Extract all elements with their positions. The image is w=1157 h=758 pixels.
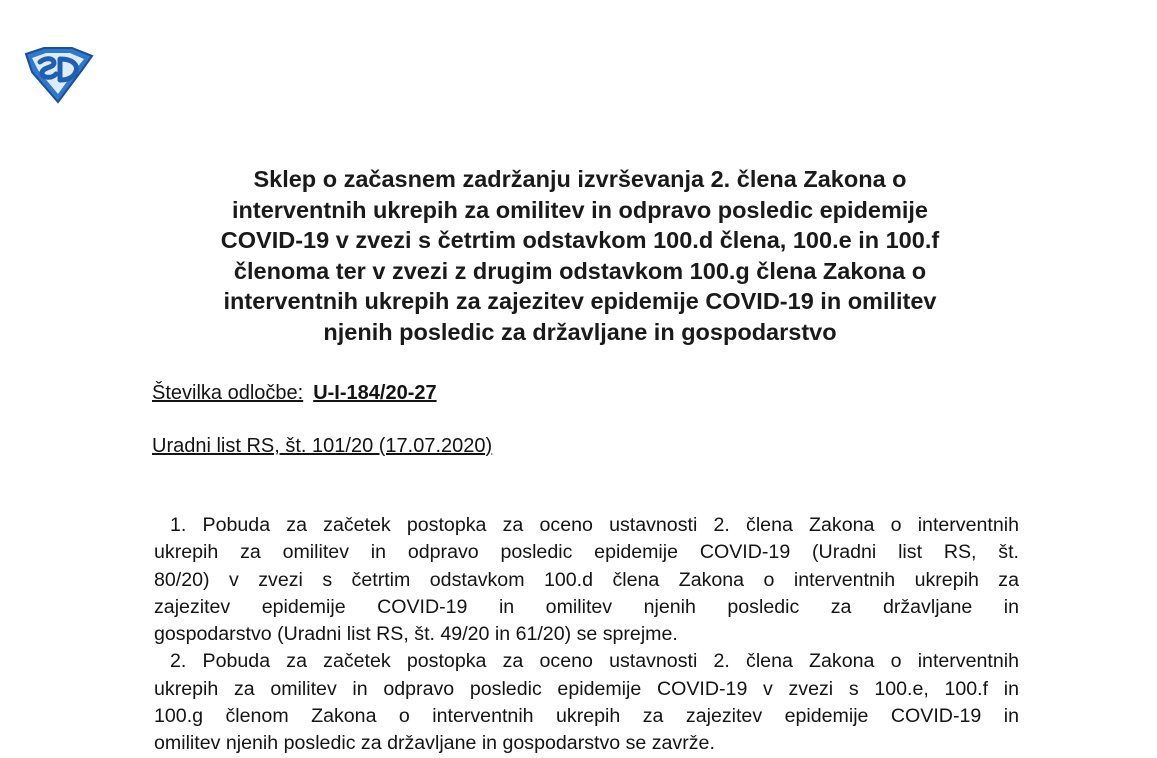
- decision-body: [138, 512, 1019, 758]
- paragraph-line: 1. Pobuda za začetek postopka za oceno ustavnosti 2. člena Zakona o interventnih: [170, 514, 1019, 536]
- paragraph-line: ukrepih za omilitev in odpravo posledic epidemije COVID-19 v zvezi s 100.e, 100.f in: [154, 677, 1019, 700]
- decision-number-label: Številka odločbe:: [152, 382, 304, 404]
- title-line: interventnih ukrepih za zajezitev epidemije COVID-19 in omilitev: [223, 288, 937, 314]
- title-line: njenih posledic za državljane in gospodarstvo: [323, 318, 837, 345]
- decision-number-value: U-I-184/20-27: [313, 382, 437, 404]
- paragraph-1: [138, 512, 1019, 648]
- paragraph-line: 2. Pobuda za začetek postopka za oceno ustavnosti 2. člena Zakona o interventnih: [170, 650, 1019, 673]
- title-line: COVID-19 v zvezi s četrtim odstavkom 100.d člena, 100.e in 100.f: [220, 227, 940, 253]
- official-gazette-reference: Uradni list RS, št. 101/20 (17.07.2020): [152, 435, 493, 457]
- paragraph-line: omilitev njenih posledic za državljane in gospodarstvo se zavrže.: [154, 732, 715, 755]
- paragraph-line: 80/20) v zvezi s četrtim odstavkom 100.d člena Zakona o interventnih ukrepih za: [154, 568, 1019, 591]
- paragraph-line: zajezitev epidemije COVID-19 in omilitev njenih posledic za državljane in: [154, 595, 1019, 618]
- paragraph-line: ukrepih za omilitev in odpravo posledic epidemije COVID-19 (Uradni list RS, št.: [154, 541, 1019, 564]
- title-line: členoma ter v zvezi z drugim odstavkom 100.g člena Zakona o: [233, 257, 927, 284]
- paragraph-2: [138, 648, 1019, 757]
- title-line: Sklep o začasnem zadržanju izvrševanja 2. člena Zakona o: [253, 166, 907, 192]
- decision-number: [152, 381, 437, 405]
- title-line: interventnih ukrepih za omilitev in odpravo posledic epidemije: [231, 196, 928, 223]
- decision-title: [140, 164, 1020, 347]
- paragraph-line: gospodarstvo (Uradni list RS, št. 49/20 in 61/20) se sprejme.: [154, 623, 678, 646]
- paragraph-line: 100.g členom Zakona o interventnih ukrepih za zajezitev epidemije COVID-19 in: [154, 705, 1019, 728]
- court-logo-icon: [20, 44, 96, 104]
